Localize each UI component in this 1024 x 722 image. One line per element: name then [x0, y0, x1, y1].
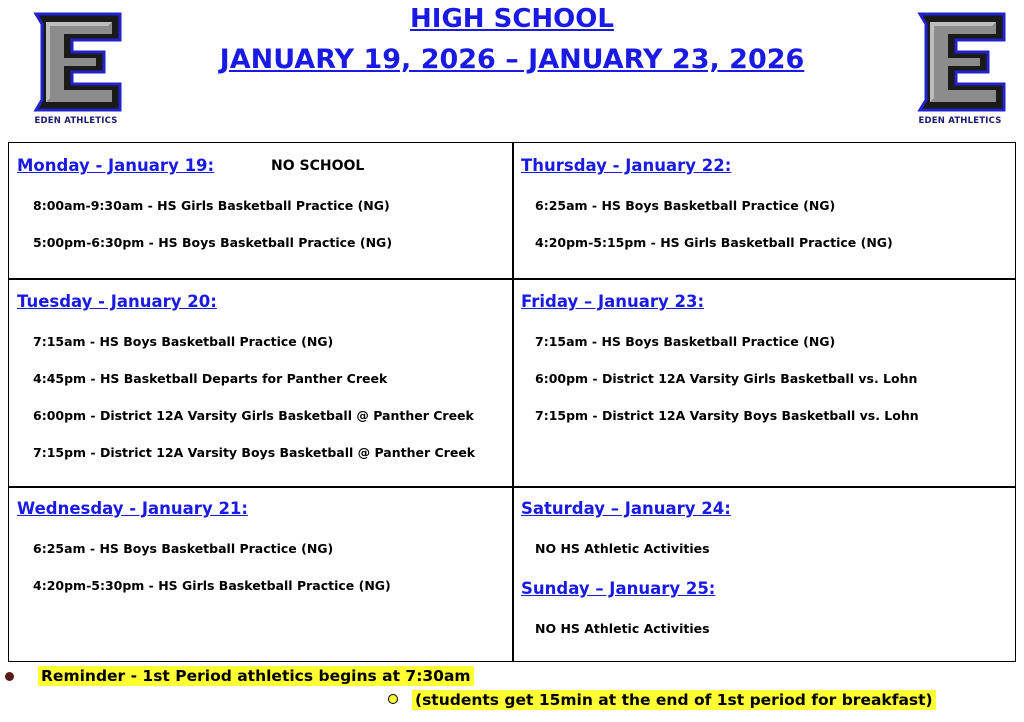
event-item: 7:15am - HS Boys Basketball Practice (NG)	[33, 334, 334, 349]
reminder-text: Reminder - 1st Period athletics begins at 7:30am	[38, 666, 474, 686]
date-range-title: JANUARY 19, 2026 – JANUARY 23, 2026	[219, 44, 805, 75]
day-heading-saturday: Saturday – January 24:	[521, 499, 731, 518]
event-item: 6:25am - HS Boys Basketball Practice (NG)	[33, 541, 334, 556]
day-heading-wednesday: Wednesday - January 21:	[17, 499, 248, 518]
event-item: 6:25am - HS Boys Basketball Practice (NG)	[535, 198, 836, 213]
event-item: 4:20pm-5:30pm - HS Girls Basketball Practice (NG)	[33, 578, 391, 593]
event-item: 7:15pm - District 12A Varsity Boys Basketball @ Panther Creek	[33, 445, 476, 460]
logo-caption: EDEN ATHLETICS	[918, 116, 1002, 126]
page-title: HIGH SCHOOL	[410, 4, 614, 34]
grid-divider-row2	[9, 486, 1015, 488]
event-item: 6:00pm - District 12A Varsity Girls Basketball vs. Lohn	[535, 371, 918, 386]
day-heading-tuesday: Tuesday - January 20:	[17, 292, 217, 311]
event-item: 5:00pm-6:30pm - HS Boys Basketball Practice (NG)	[33, 235, 393, 250]
event-item: NO HS Athletic Activities	[535, 541, 710, 556]
event-item: 4:45pm - HS Basketball Departs for Panther Creek	[33, 371, 388, 386]
day-heading-monday: Monday - January 19:	[17, 156, 215, 175]
bullet-icon	[5, 672, 14, 681]
event-item: NO HS Athletic Activities	[535, 621, 710, 636]
event-item: 4:20pm-5:15pm - HS Girls Basketball Practice (NG)	[535, 235, 893, 250]
event-item: 7:15am - HS Boys Basketball Practice (NG)	[535, 334, 836, 349]
event-item: 6:00pm - District 12A Varsity Girls Basketball @ Panther Creek	[33, 408, 474, 423]
grid-divider-vertical	[512, 143, 514, 661]
day-heading-sunday: Sunday – January 25:	[521, 579, 716, 598]
logo-caption: EDEN ATHLETICS	[34, 116, 118, 126]
reminder-subtext: (students get 15min at the end of 1st period for breakfast)	[412, 690, 936, 710]
day-heading-friday: Friday – January 23:	[521, 292, 705, 311]
schedule-grid	[8, 142, 1016, 662]
no-school-note: NO SCHOOL	[271, 158, 365, 174]
event-item: 7:15pm - District 12A Varsity Boys Basketball vs. Lohn	[535, 408, 919, 423]
sub-bullet-icon	[388, 694, 398, 704]
grid-divider-row1	[9, 278, 1015, 280]
event-item: 8:00am-9:30am - HS Girls Basketball Practice (NG)	[33, 198, 390, 213]
day-heading-thursday: Thursday - January 22:	[521, 156, 732, 175]
